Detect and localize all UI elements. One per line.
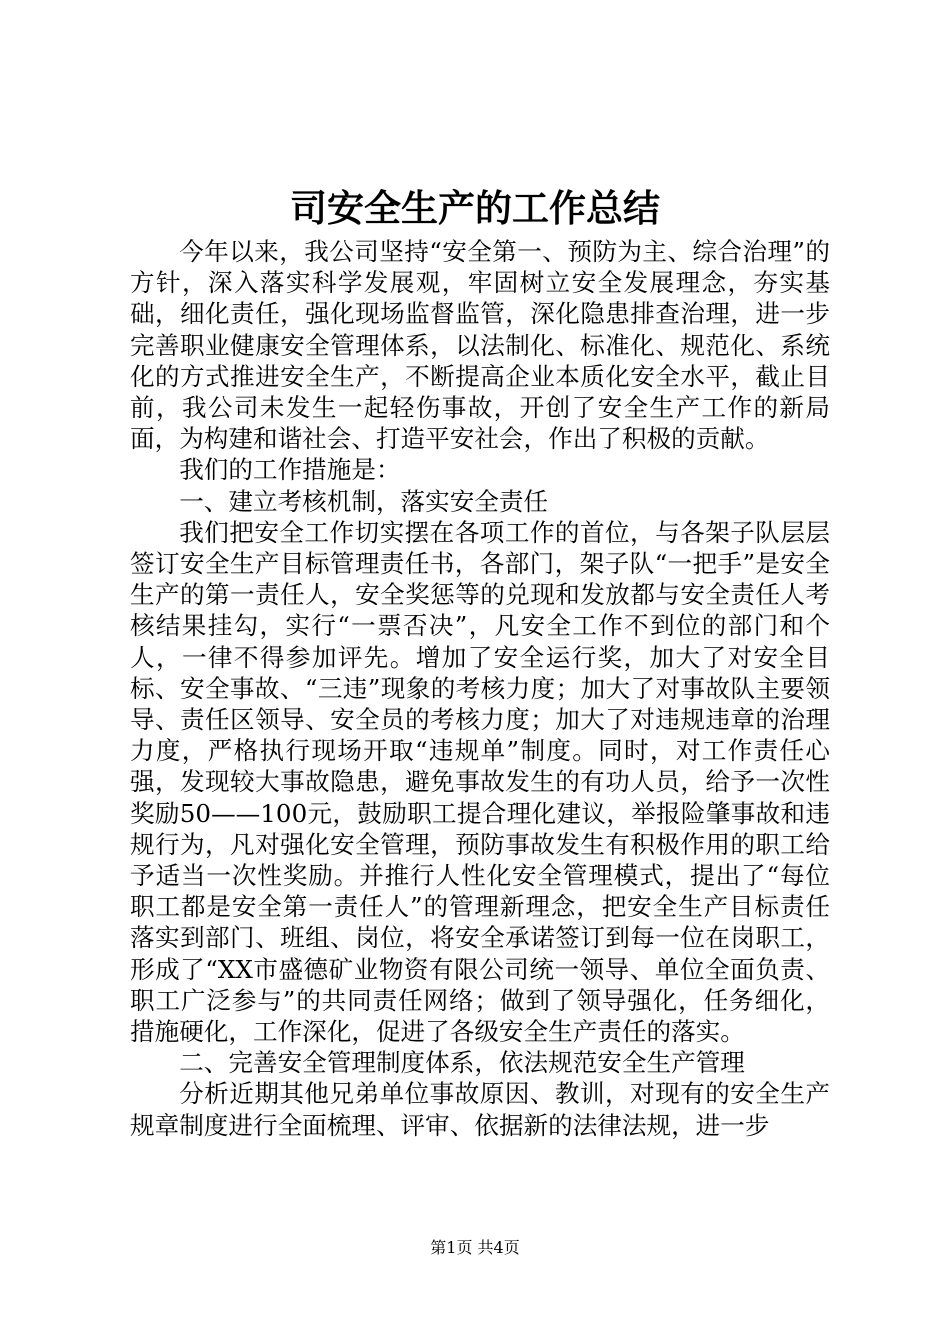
document-body	[130, 236, 830, 1141]
section-heading-2: 二、完善安全管理制度体系，依法规范安全生产管理	[179, 1048, 745, 1078]
paragraph-intro: 今年以来，我公司坚持“安全第一、预防为主、综合治理”的方针，深入落实科学发展观，牢固树立安全发展理念，夯实基础，细化责任，强化现场监督监管，深化隐患排查治理，进一步完善职业健康安全管理体系，以法制化、标准化、规范化、系统化的方式推进安全生产，不断提高企业本质化安全水平，截止目前，我公司未发生一起轻伤事故，开创了安全生产工作的新局面，为构建和谐社会、打造平安社会，作出了积极的贡献。	[130, 237, 830, 454]
paragraph-section-1: 我们把安全工作切实摆在各项工作的首位，与各架子队层层签订安全生产目标管理责任书，各部门，架子队“一把手”是安全生产的第一责任人，安全奖惩等的兑现和发放都与安全责任人考核结果挂勾，实行“一票否决”，凡安全工作不到位的部门和个人，一律不得参加评先。增加了安全运行奖，加大了对安全目标、安全事故、“三违”现象的考核力度；加大了对事故队主要领导、责任区领导、安全员的考核力度；加大了对违规违章的治理力度，严格执行现场开取“违规单”制度。同时，对工作责任心强，发现较大事故隐患，避免事故发生的有功人员，给予一次性奖励50——100元，鼓励职工提合理化建议，举报险肇事故和违规行为，凡对强化安全管理，预防事故发生有积极作用的职工给予适当一次性奖励。并推行人性化安全管理模式，提出了“每位职工都是安全第一责任人”的管理新理念，把安全生产目标责任落实到部门、班组、岗位，将安全承诺签订到每一位在岗职工，形成了“XX市盛德矿业物资有限公司统一领导、单位全面负责、职工广泛参与”的共同责任网络；做到了领导强化，任务细化，措施硬化，工作深化，促进了各级安全生产责任的落实。	[130, 517, 830, 1047]
page-number: 第1页 共4页	[430, 1238, 520, 1257]
paragraph-section-2: 分析近期其他兄弟单位事故原因、教训，对现有的安全生产规章制度进行全面梳理、评审、依据新的法律法规，进一步	[130, 1079, 830, 1140]
section-heading-1: 一、建立考核机制，落实安全责任	[179, 486, 549, 516]
document-title: 司安全生产的工作总结	[290, 186, 660, 230]
paragraph-measures-lead: 我们的工作措施是：	[179, 455, 401, 485]
